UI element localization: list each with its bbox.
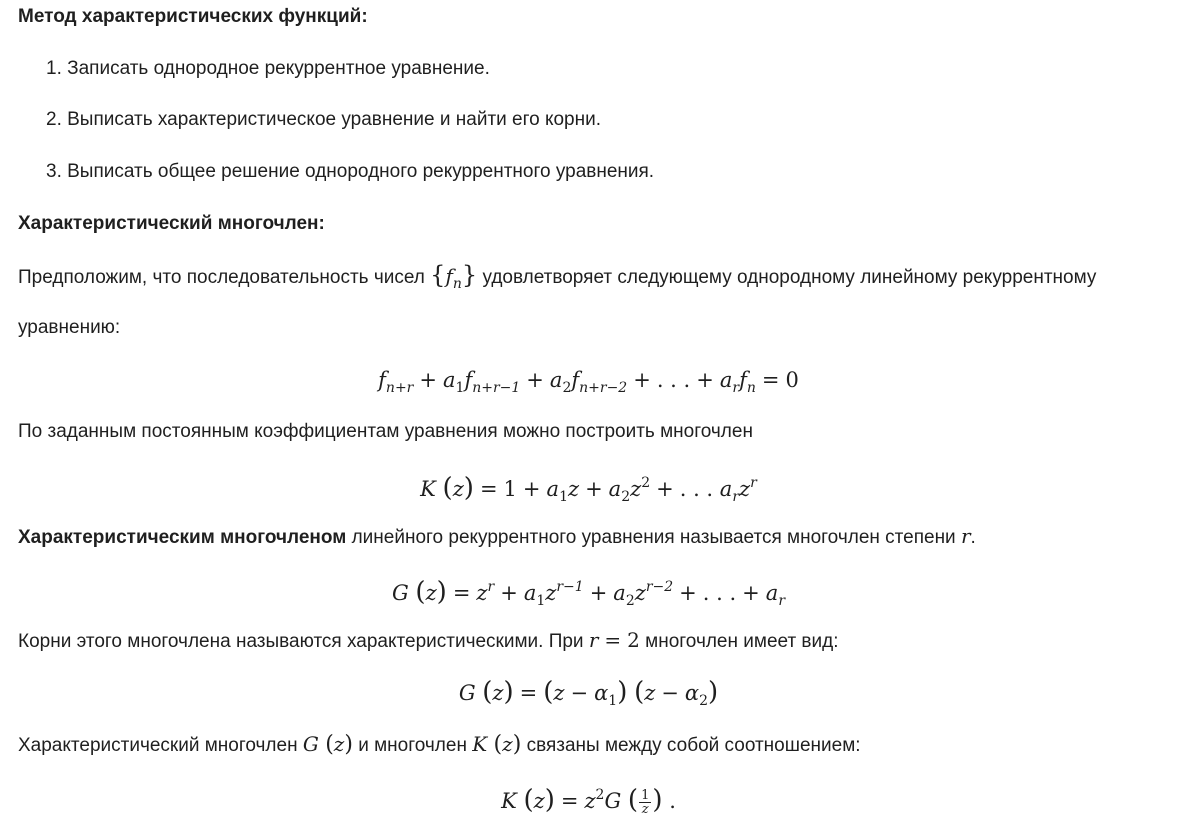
- heading-method: Метод характеристических функций:: [18, 6, 368, 27]
- paragraph-definition: Характеристическим многочленом линейного рекуррентного уравнения называется многочлен степени r.: [18, 524, 976, 548]
- paragraph-coefficients: По заданным постоянным коэффициентам уравнения можно построить многочлен: [18, 421, 753, 442]
- fraction-one-over-z: $\frac{1}{z}$: [641, 788, 650, 817]
- paragraph-relation-part2: и многочлен: [358, 735, 467, 756]
- equation-recurrence: $f_{n+r} + a_1f_{n+r-1} + a_2f_{n+r-2}$ + . . . + $a_rf_n = 0$: [378, 368, 799, 396]
- degree-symbol: r: [960, 524, 971, 548]
- paragraph-relation-part1: Характеристический многочлен: [18, 735, 298, 756]
- equation-k-polynomial: K $(z) = 1 + a_1z + a_2z^2$ + . . . $a_rz^r$: [420, 473, 757, 505]
- k-of-z: K (z): [472, 732, 522, 757]
- r-equals-2: r = 2: [588, 628, 640, 652]
- paragraph-roots-part2: многочлен имеет вид:: [645, 631, 839, 652]
- step-2: 2. Выписать характеристическое уравнение и найти его корни.: [46, 109, 602, 130]
- paragraph-sequence-part1: Предположим, что последовательность чисел: [18, 267, 425, 288]
- step-1: 1. Записать однородное рекуррентное уравнение.: [46, 58, 490, 79]
- step-3: 3. Выписать общее решение однородного рекуррентного уравнения.: [46, 161, 655, 182]
- paragraph-sequence-line2: уравнению:: [18, 317, 121, 338]
- equation-relation: K $(z) = z^2G$ ( $\frac{1}{z}$ ) .: [501, 785, 676, 817]
- paragraph-roots-part1: Корни этого многочлена называются характеристическими. При: [18, 631, 584, 652]
- paragraph-sequence-part2: удовлетворяет следующему однородному линейному рекуррентному: [482, 267, 1097, 288]
- paragraph-relation: [18, 732, 861, 758]
- equation-g-factored: G $(z) = (z - \alpha_1)$ $(z - \alpha_2)$: [458, 677, 719, 709]
- heading-characteristic-polynomial: Характеристический многочлен:: [18, 213, 325, 234]
- paragraph-relation-part3: связаны между собой соотношением:: [526, 735, 861, 756]
- equation-g-polynomial: G $(z) = z^r + a_1z^{r-1} + a_2z^{r-2}$ + . . . + $a_r$: [391, 577, 786, 609]
- paragraph-roots: [18, 628, 839, 654]
- sequence-symbol: $\{f_n\}$: [430, 261, 478, 292]
- g-of-z: G (z): [302, 732, 353, 757]
- definition-text: линейного рекуррентного уравнения называется многочлен степени: [351, 527, 956, 548]
- paragraph-sequence: [18, 263, 1096, 296]
- definition-term: Характеристическим многочленом: [18, 527, 347, 548]
